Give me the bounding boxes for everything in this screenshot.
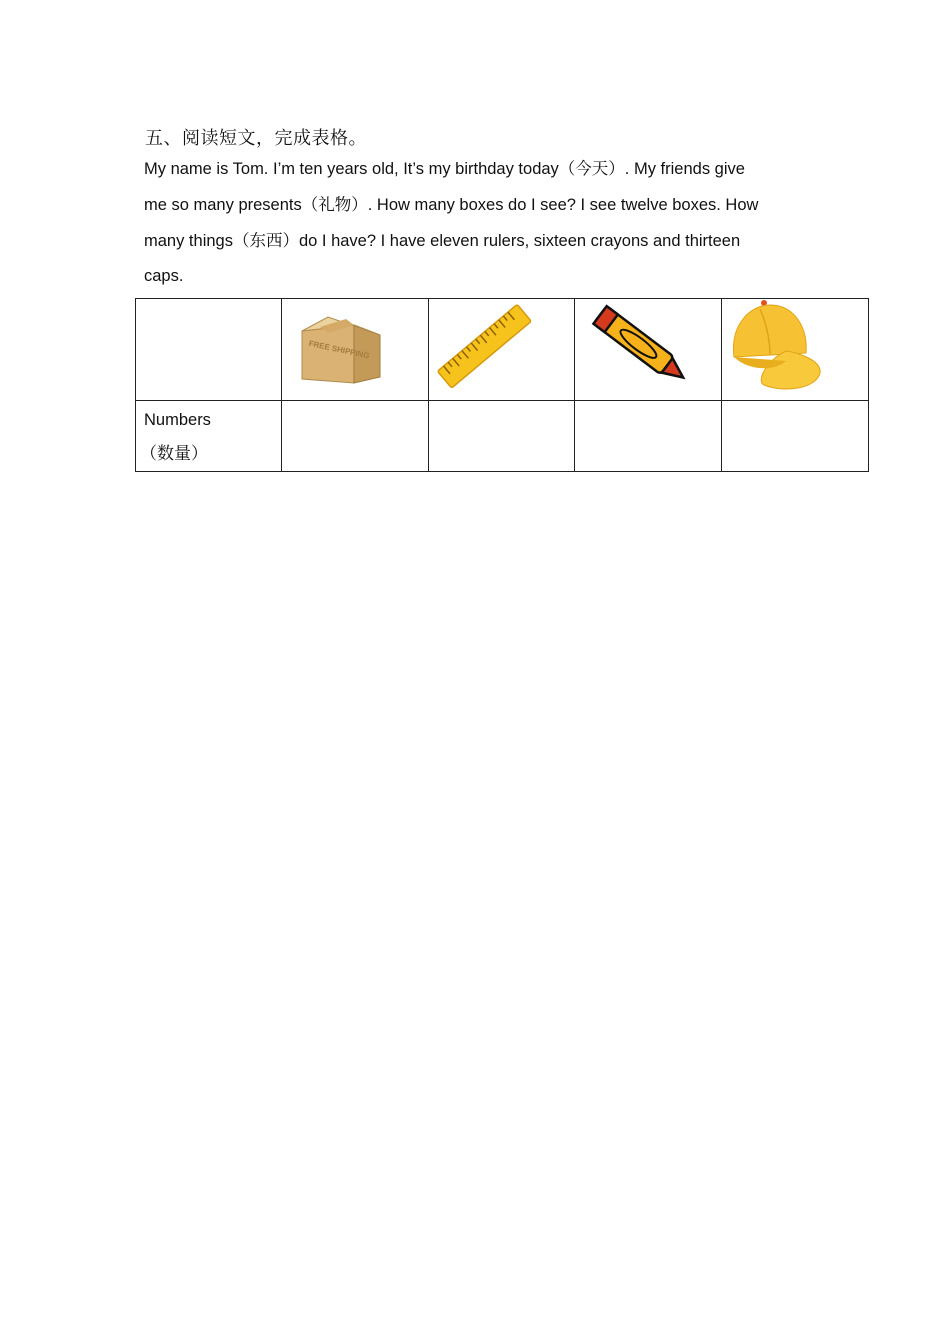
cap-icon <box>726 299 826 395</box>
numbers-label-cell <box>136 401 282 472</box>
box-cell <box>282 299 429 401</box>
crayon-cell <box>575 299 722 401</box>
section-heading: 五、阅读短文，完成表格。 <box>145 128 367 149</box>
ruler-cell <box>429 299 575 401</box>
box-icon <box>294 305 386 389</box>
ruler-count-cell[interactable] <box>429 401 575 472</box>
crayon-count-cell[interactable] <box>575 401 722 472</box>
passage-line: caps. <box>144 267 184 286</box>
table-corner-cell <box>136 299 282 401</box>
cap-count-cell[interactable] <box>722 401 869 472</box>
box-count-cell[interactable] <box>282 401 429 472</box>
cap-cell <box>722 299 869 401</box>
passage-line: many things（东西）do I have? I have eleven rulers, sixteen crayons and thirteen <box>144 231 741 250</box>
passage-line: me so many presents（礼物）. How many boxes do I see? I see twelve boxes. How <box>144 195 759 214</box>
ruler-icon <box>435 299 535 395</box>
table-row <box>136 299 869 401</box>
crayon-icon <box>583 299 699 395</box>
numbers-label: Numbers <box>144 411 211 429</box>
table-row <box>136 401 869 472</box>
box-label-text: FREE SHIPPING <box>307 338 371 361</box>
reading-passage <box>144 152 806 295</box>
answer-table <box>135 298 869 472</box>
numbers-label-chinese: （数量） <box>140 444 208 464</box>
passage-line: My name is Tom. I’m ten years old, It’s my birthday today（今天）. My friends give <box>144 160 745 178</box>
